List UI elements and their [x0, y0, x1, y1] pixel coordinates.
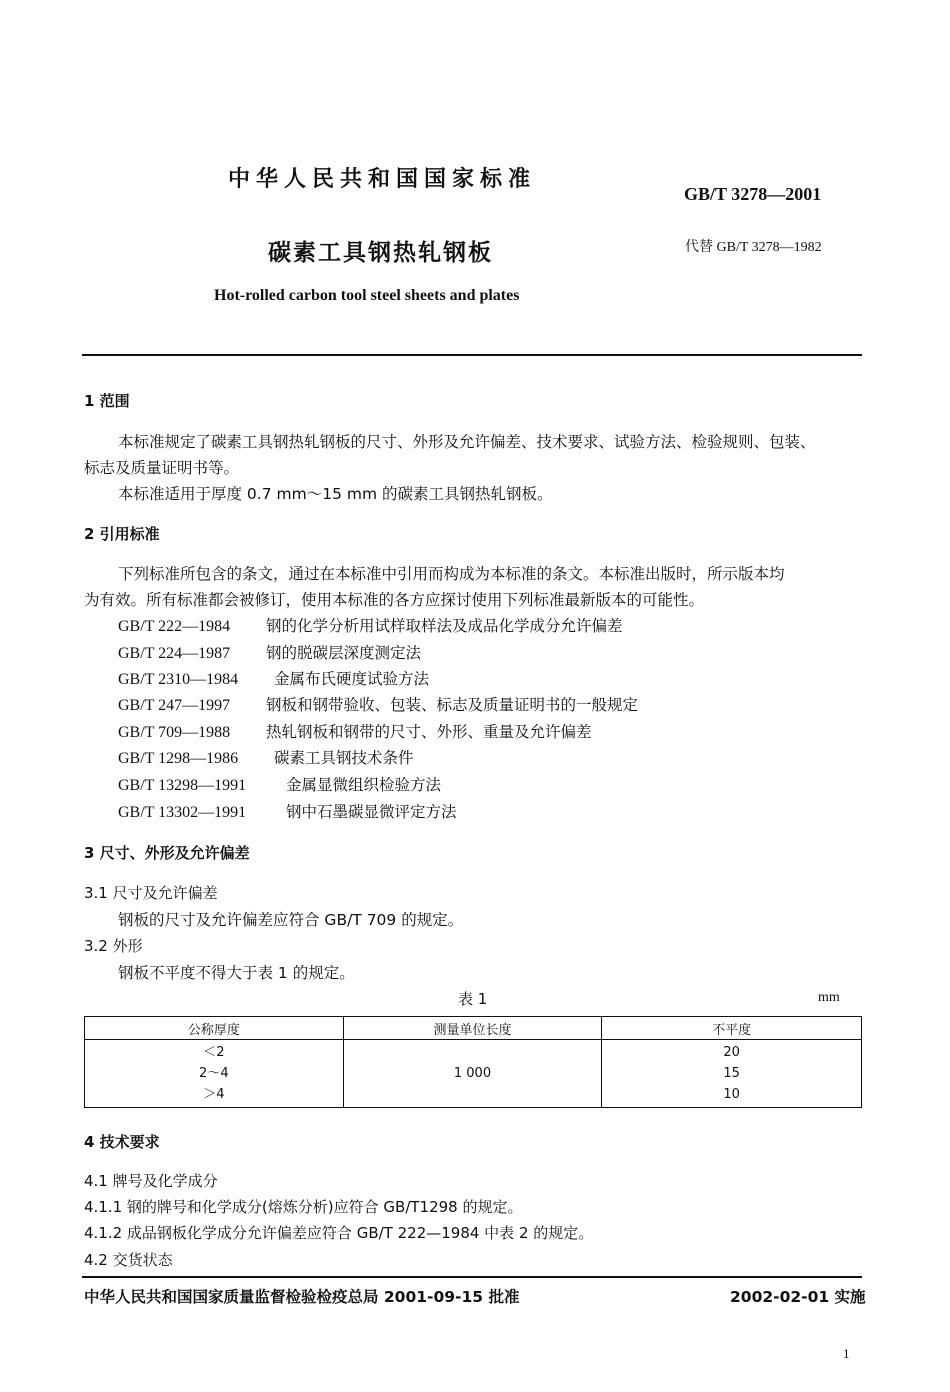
section-4-1-2-text: 4.1.2 成品钢板化学成分允许偏差应符合 GB/T 222—1984 中表 2 的规定。	[84, 1224, 594, 1242]
reference-item	[118, 746, 414, 768]
section-4-1-heading: 4.1 牌号及化学成分	[84, 1172, 218, 1190]
reference-item	[118, 800, 457, 822]
flatness-table	[84, 1016, 862, 1108]
footer-divider	[82, 1276, 862, 1278]
reference-item	[118, 641, 421, 663]
table-cell: 15	[723, 1066, 740, 1081]
table-cell: 20	[723, 1045, 740, 1060]
reference-name: 钢板和钢带验收、包装、标志及质量证明书的一般规定	[266, 696, 639, 714]
length-cell: 1 000	[343, 1040, 602, 1108]
document-title-cn: 碳素工具钢热轧钢板	[268, 240, 493, 266]
table-unit: mm	[818, 990, 840, 1005]
standard-number: GB/T 3278—2001	[684, 184, 822, 204]
section-2-para-line-1: 下列标准所包含的条文，通过在本标准中引用而构成为本标准的条文。本标准出版时，所示版本均	[118, 565, 785, 583]
reference-item	[118, 773, 441, 795]
reference-name: 钢中石墨碳显微评定方法	[286, 803, 457, 821]
table-row	[85, 1040, 862, 1108]
table-cell: ＜2	[203, 1045, 225, 1060]
section-4-1-1-text: 4.1.1 钢的牌号和化学成分(熔炼分析)应符合 GB/T1298 的规定。	[84, 1198, 523, 1216]
reference-code: GB/T 709—1988	[118, 724, 231, 741]
section-1-para-1-line-2: 标志及质量证明书等。	[84, 459, 240, 477]
section-1-heading: 1 范围	[84, 392, 130, 410]
table-header-cell: 不平度	[602, 1017, 862, 1040]
reference-name: 金属显微组织检验方法	[286, 776, 442, 794]
reference-code: GB/T 224—1987	[118, 645, 231, 662]
page-number: 1	[843, 1346, 850, 1361]
approval-statement: 中华人民共和国国家质量监督检验检疫总局 2001-09-15 批准	[84, 1288, 520, 1306]
thickness-cell	[85, 1040, 344, 1108]
reference-name: 钢的脱碳层深度测定法	[266, 644, 422, 662]
reference-name: 碳素工具钢技术条件	[274, 749, 414, 767]
reference-item	[118, 614, 623, 636]
reference-code: GB/T 2310—1984	[118, 671, 239, 688]
table-cell: ＞4	[203, 1087, 225, 1102]
reference-code: GB/T 13298—1991	[118, 777, 247, 794]
reference-name: 热轧钢板和钢带的尺寸、外形、重量及允许偏差	[266, 723, 592, 741]
table-header-row	[85, 1017, 862, 1040]
section-3-heading: 3 尺寸、外形及允许偏差	[84, 844, 250, 862]
reference-name: 钢的化学分析用试样取样法及成品化学成分允许偏差	[266, 617, 623, 635]
section-1-para-1-line-1: 本标准规定了碳素工具钢热轧钢板的尺寸、外形及允许偏差、技术要求、试验方法、检验规则、包装、	[118, 433, 816, 451]
reference-code: GB/T 247—1997	[118, 697, 231, 714]
table-header-cell: 公称厚度	[85, 1017, 344, 1040]
reference-code: GB/T 222—1984	[118, 618, 231, 635]
reference-item	[118, 720, 592, 742]
reference-item	[118, 667, 429, 689]
section-2-heading: 2 引用标准	[84, 525, 160, 543]
replaces-standard: 代替 GB/T 3278—1982	[685, 240, 822, 255]
flatness-cell	[602, 1040, 862, 1108]
section-3-2-text: 钢板不平度不得大于表 1 的规定。	[118, 964, 355, 982]
reference-code: GB/T 13302—1991	[118, 804, 247, 821]
section-3-2-heading: 3.2 外形	[84, 937, 143, 955]
section-3-1-text: 钢板的尺寸及允许偏差应符合 GB/T 709 的规定。	[118, 911, 464, 929]
reference-code: GB/T 1298—1986	[118, 750, 239, 767]
header-divider	[82, 354, 862, 356]
table-caption: 表 1	[458, 990, 488, 1008]
table-cell: 10	[723, 1087, 740, 1102]
national-standard-heading: 中华人民共和国国家标准	[228, 167, 537, 192]
reference-name: 金属布氏硬度试验方法	[274, 670, 430, 688]
section-3-1-heading: 3.1 尺寸及允许偏差	[84, 884, 218, 902]
section-4-heading: 4 技术要求	[84, 1133, 160, 1151]
implementation-date: 2002-02-01 实施	[730, 1288, 866, 1306]
table-cell: 2～4	[199, 1066, 229, 1081]
section-1-para-2: 本标准适用于厚度 0.7 mm～15 mm 的碳素工具钢热轧钢板。	[118, 485, 553, 503]
reference-item	[118, 693, 638, 715]
table-header-cell: 测量单位长度	[343, 1017, 602, 1040]
document-title-en: Hot-rolled carbon tool steel sheets and plates	[214, 287, 520, 304]
section-2-para-line-2: 为有效。所有标准都会被修订，使用本标准的各方应探讨使用下列标准最新版本的可能性。	[84, 591, 705, 609]
section-4-2-heading: 4.2 交货状态	[84, 1251, 173, 1269]
